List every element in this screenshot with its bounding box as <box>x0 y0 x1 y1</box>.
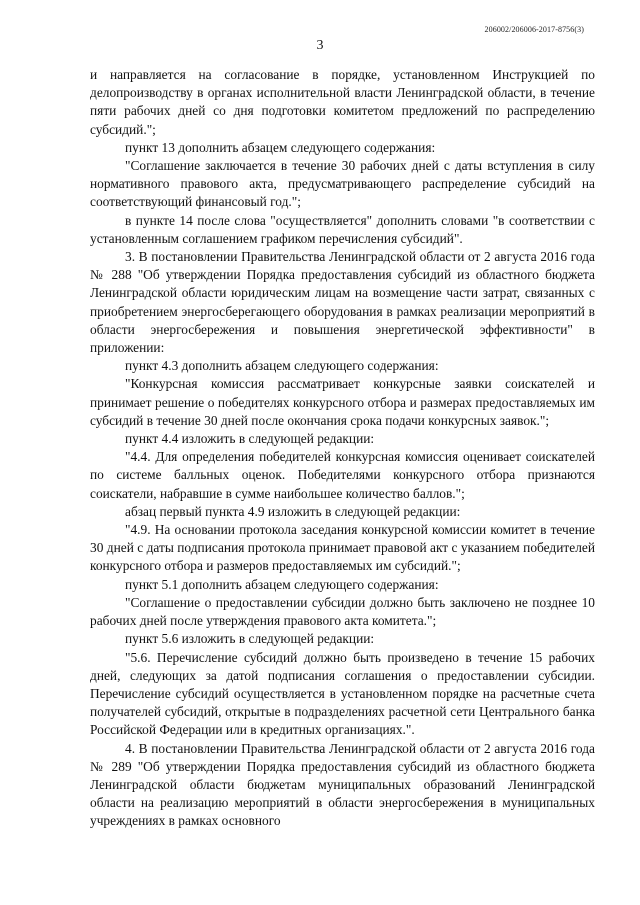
paragraph: абзац первый пункта 4.9 изложить в следующей редакции: <box>125 503 461 519</box>
paragraph: "Конкурсная комиссия рассматривает конкурсные заявки соискателей и принимает решение о победителях конкурсного отбора и размерах предоставляемых им субсидий в течение 30 дней после окончания срока подачи конкурсных заявок."; <box>90 376 595 428</box>
paragraph: пункт 5.6 изложить в следующей редакции: <box>125 631 375 647</box>
document-body <box>90 66 595 831</box>
paragraph: "Соглашение о предоставлении субсидии должно быть заключено не позднее 10 рабочих дней после утверждения правового акта комитета."; <box>90 594 595 629</box>
paragraph: пункт 5.1 дополнить абзацем следующего содержания: <box>125 576 439 592</box>
paragraph: 3. В постановлении Правительства Ленинградской области от 2 августа 2016 года № 288 "Об утверждении Порядка предоставления субсидий из областного бюджета Ленинградской области юридическим лицам на возмещение части затрат, связанных с приобретением энергосберегающего оборудования в рамках реализации мероприятий в области энергосбережения и повышения энергетической эффективности" в приложении: <box>90 249 595 356</box>
paragraph: "5.6. Перечисление субсидий должно быть произведено в течение 15 рабочих дней, следующих за датой подписания соглашения о предоставлении субсидии. Перечисление субсидий осуществляется в установленном порядке на расчетные счета получателей субсидий, открытые в подразделениях расчетной сети Центрального банка Российской Федерации или в кредитных организациях.". <box>90 649 595 738</box>
paragraph: "Соглашение заключается в течение 30 рабочих дней с даты вступления в силу нормативного правового акта, предусматривающего распределение субсидий на соответствующий финансовый год."; <box>90 158 595 210</box>
paragraph: в пункте 14 после слова "осуществляется" дополнить словами "в соответствии с установленным соглашением графиком перечисления субсидий". <box>90 212 595 246</box>
paragraph: пункт 13 дополнить абзацем следующего содержания: <box>125 139 436 155</box>
page-number: 3 <box>316 38 324 53</box>
paragraph: пункт 4.4 изложить в следующей редакции: <box>125 431 375 447</box>
paragraph: "4.4. Для определения победителей конкурсная комиссия оценивает соискателей по системе балльных оценок. Победителями конкурсного отбора признаются соискатели, набравшие в сумме наибольшее количество баллов."; <box>90 449 595 501</box>
document-number: 206002/206006-2017-8756(3) <box>484 25 584 34</box>
paragraph: пункт 4.3 дополнить абзацем следующего содержания: <box>125 358 439 374</box>
paragraph-continuation: и направляется на согласование в порядке, установленном Инструкцией по делопроизводству в органах исполнительной власти Ленинградской области, в течение пяти рабочих дней со дня подготовки комитетом предложений по распределению субсидий."; <box>90 67 595 137</box>
paragraph: 4. В постановлении Правительства Ленинградской области от 2 августа 2016 года № 289 "Об утверждении Порядка предоставления субсидий из областного бюджета Ленинградской области бюджетам муниципальных образований Ленинградской области на реализацию мероприятий в области энергосбережения в муниципальных учреждениях в рамках основного <box>90 740 595 829</box>
paragraph: "4.9. На основании протокола заседания конкурсной комиссии комитет в течение 30 дней с даты подписания протокола принимает правовой акт с указанием победителей конкурсного отбора и размеров предоставляемых им субсидий."; <box>90 522 595 574</box>
